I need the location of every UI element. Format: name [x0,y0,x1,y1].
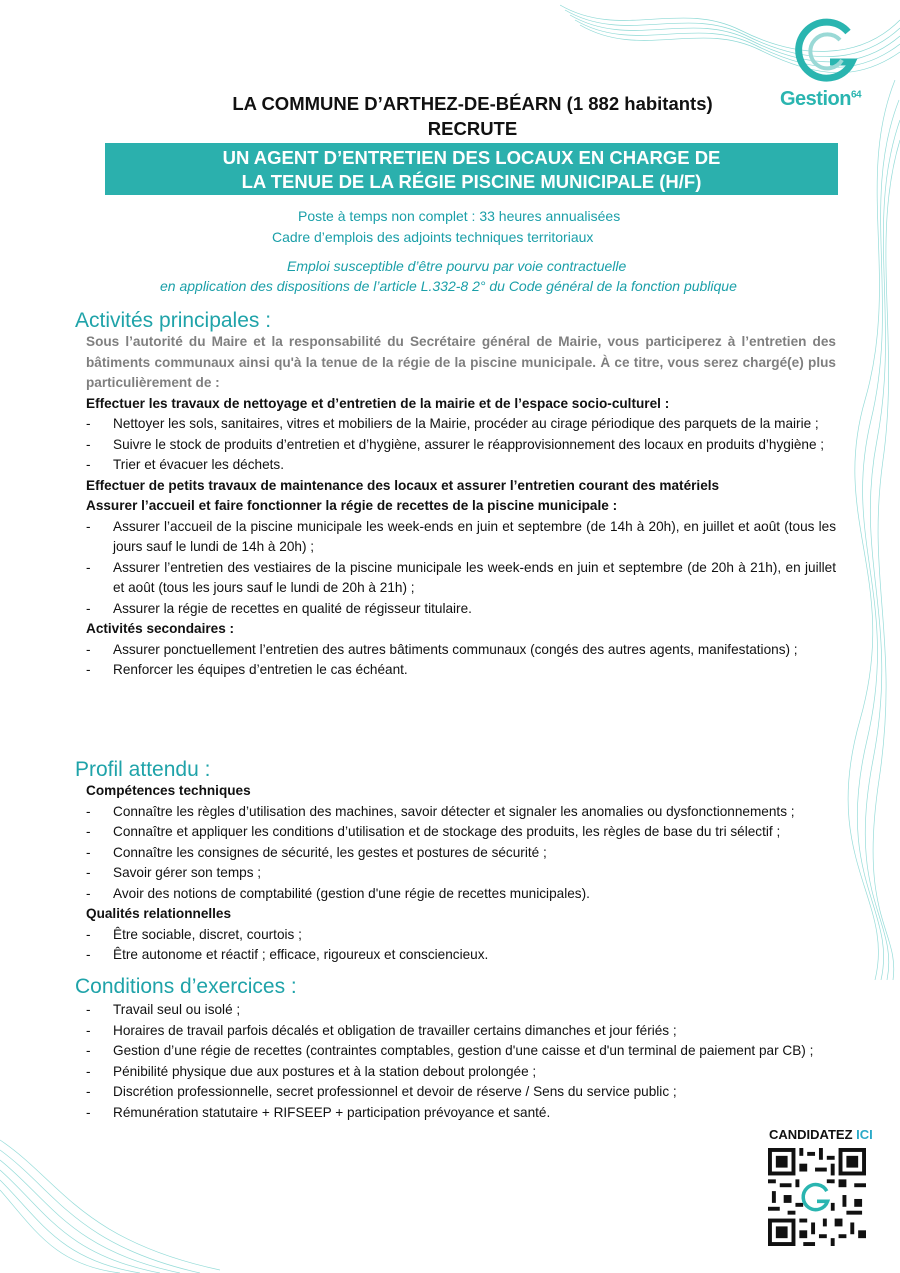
poste-text: Poste à temps non complet : 33 heures annualisées [298,208,621,224]
activites-heading-1: Effectuer les travaux de nettoyage et d’entretien de la mairie et de l’espace socio-culturel : [86,395,670,411]
profil-heading-1: Compétences techniques [86,783,251,798]
section-title-activites: Activités principales : [75,309,272,332]
activites-section [86,332,836,681]
candidatez-label[interactable] [769,1127,873,1142]
emploi-text-1: Emploi susceptible d’être pourvu par voie contractuelle [287,258,627,274]
candidatez-text: CANDIDATEZ [769,1127,853,1142]
list-item: - Assurer la régie de recettes en qualité de régisseur titulaire. [86,599,836,620]
section-title-profil: Profil attendu : [75,758,211,781]
wave-decoration-right [835,80,900,980]
list-item: - Assurer l’accueil de la piscine municipale les week-ends en juin et septembre (de 14h à 20h), en juillet et août (tous les jours sauf le lundi de 14h à 20h) ; [86,517,836,558]
list-item: - Pénibilité physique due aux postures et à la station debout prolongée ; [86,1062,836,1083]
ici-link[interactable]: ICI [856,1127,873,1142]
wave-decoration-bottom-left [0,1120,220,1273]
list-item: - Avoir des notions de comptabilité (gestion d'une régie de recettes municipales). [86,884,836,905]
list-item: - Nettoyer les sols, sanitaires, vitres et mobiliers de la Mairie, procéder au cirage périodique des parquets de la mairie ; [86,414,836,435]
profil-heading-2: Qualités relationnelles [86,906,232,921]
list-item: - Assurer ponctuellement l’entretien des autres bâtiments communaux (congés des autres agents, manifestations) ; [86,640,836,661]
activites-heading-3: Assurer l’accueil et faire fonctionner la régie de recettes de la piscine municipale : [86,498,618,513]
list-item: - Être autonome et réactif ; efficace, rigoureux et consciencieux. [86,945,836,966]
list-item: - Savoir gérer son temps ; [86,863,836,884]
list-item: - Rémunération statutaire + RIFSEEP + participation prévoyance et santé. [86,1103,773,1124]
conditions-section [86,1000,836,1123]
list-item: - Discrétion professionnelle, secret professionnel et devoir de réserve / Sens du service public ; [86,1082,836,1103]
list-item: - Horaires de travail parfois décalés et obligation de travailler certains dimanches et jour fériés ; [86,1021,836,1042]
job-title-band [105,143,838,195]
job-title-line-1: UN AGENT D’ENTRETIEN DES LOCAUX EN CHARGE DE [222,147,721,168]
list-item: - Connaître les consignes de sécurité, les gestes et postures de sécurité ; [86,843,836,864]
list-item: - Assurer l’entretien des vestiaires de la piscine municipale les week-ends en juin et septembre (de 20h à 21h), en juillet et août (tous les jours sauf le lundi de 20h à 21h) ; [86,558,836,599]
list-item: - Travail seul ou isolé ; [86,1000,836,1021]
list-item: - Connaître les règles d’utilisation des machines, savoir détecter et signaler les anomalies ou dysfonctionnements ; [86,802,836,823]
activites-intro: Sous l’autorité du Maire et la responsabilité du Secrétaire général de Mairie, vous participerez à l’entretien des bâtiments communaux ainsi qu'à la tenue de la régie de la piscine municipale. À ce titre, vous serez chargé(e) plus particulièrement de : [86,334,836,390]
emploi-text-2: en application des dispositions de l’article L.332-8 2° du Code général de la fonction publique [160,278,737,294]
activites-heading-4: Activités secondaires : [86,621,235,636]
commune-title: LA COMMUNE D’ARTHEZ-DE-BÉARN (1 882 habitants) [232,93,713,114]
list-item: - Trier et évacuer les déchets. [86,455,836,476]
list-item: - Gestion d’une régie de recettes (contraintes comptables, gestion d'une caisse et d'un terminal de paiement par CB) ; [86,1041,836,1062]
section-title-conditions: Conditions d’exercices : [75,975,297,998]
gestion64-logo-icon [790,18,870,88]
list-item: - Être sociable, discret, courtois ; [86,925,836,946]
list-item: - Renforcer les équipes d’entretien le cas échéant. [86,660,836,681]
list-item: - Suivre le stock de produits d’entretien et d’hygiène, assurer le réapprovisionnement des locaux en produits d’hygiène ; [86,435,836,456]
logo-wordmark: Gestion$^{64}$ [780,88,862,110]
cadre-text: Cadre d’emplois des adjoints techniques territoriaux [272,229,594,245]
qr-code-icon[interactable] [768,1148,866,1246]
profil-section [86,781,836,966]
job-title-line-2: LA TENUE DE LA RÉGIE PISCINE MUNICIPALE (H/F) [241,171,702,192]
activites-heading-2: Effectuer de petits travaux de maintenance des locaux et assurer l’entretien courant des matériels [86,477,720,493]
recrute-title: RECRUTE [427,118,518,139]
list-item: - Connaître et appliquer les conditions d’utilisation et de stockage des produits, les règles de base du tri sélectif ; [86,822,836,843]
